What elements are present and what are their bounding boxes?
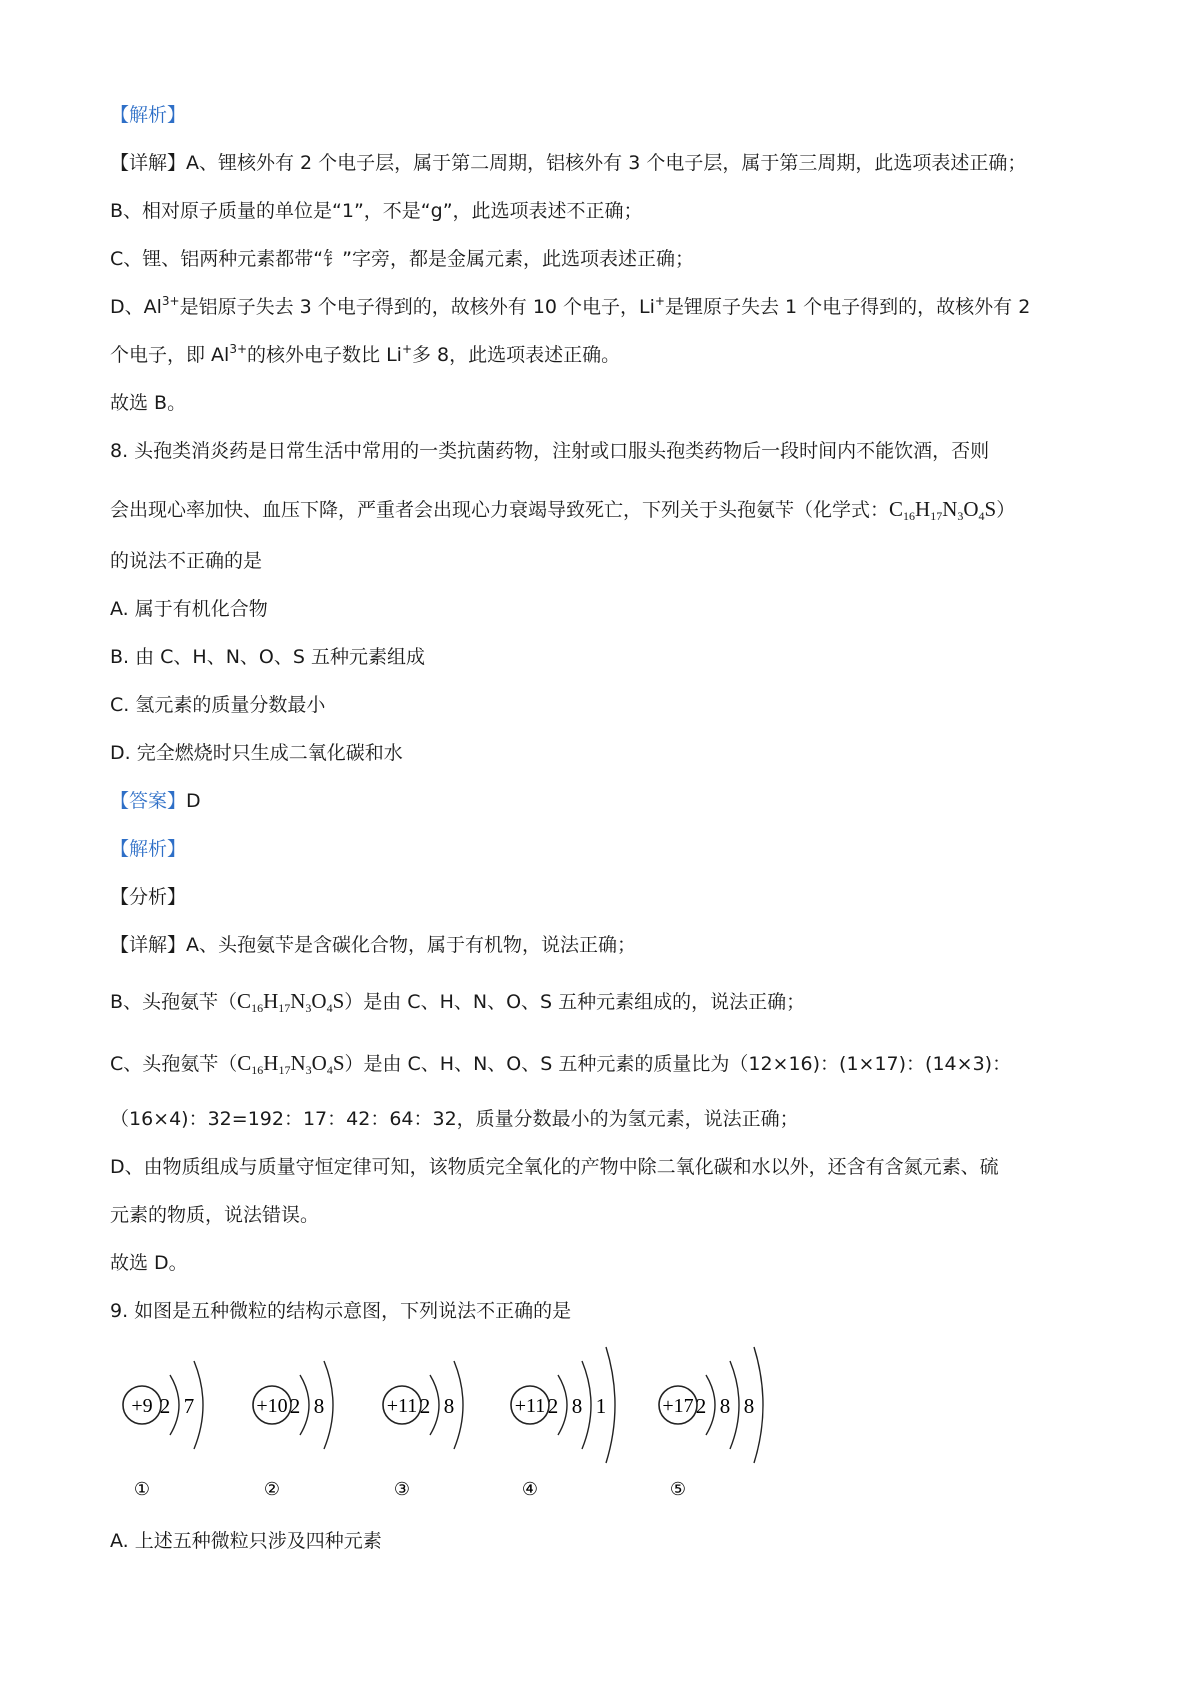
q8-option-b: B. 由 C、H、N、O、S 五种元素组成: [110, 646, 425, 668]
nucleus-charge: +11: [386, 1395, 418, 1417]
electron-shell-arc: [730, 1361, 739, 1449]
particle-label: ③: [393, 1479, 411, 1500]
d2-pre: 个电子，即 Al: [110, 344, 230, 366]
d1-sup2: +: [654, 294, 665, 308]
electron-shell-arc: [430, 1375, 439, 1435]
electron-shell-arc: [454, 1361, 463, 1449]
answer-value: D: [186, 790, 201, 812]
nucleus-charge: +9: [131, 1395, 153, 1417]
electron-shell-arc: [706, 1375, 715, 1435]
particle-label: ②: [263, 1479, 281, 1500]
atomic-structure-diagrams: [110, 1335, 810, 1510]
particle-4: [511, 1347, 615, 1500]
d1-pre: D、Al: [110, 296, 162, 318]
d2-sup1: 3+: [229, 342, 248, 356]
detail-line-d1: [110, 294, 1110, 320]
q8-detail-d1: D、由物质组成与质量守恒定律可知，该物质完全氧化的产物中除二氧化碳和水以外，还含有含氮元素、硫: [110, 1156, 999, 1178]
electron-count: 2: [159, 1394, 171, 1418]
q8-option-d: D. 完全燃烧时只生成二氧化碳和水: [110, 742, 403, 764]
electron-shell-arc: [194, 1361, 203, 1449]
q8-option-a: A. 属于有机化合物: [110, 598, 268, 620]
electron-shell-arc: [606, 1347, 615, 1463]
answer-label: 【答案】: [110, 790, 187, 812]
q8-detail-c: [110, 1050, 1110, 1077]
electron-count: 8: [719, 1394, 731, 1418]
electron-count: 2: [547, 1394, 559, 1418]
particle-label: ④: [521, 1479, 539, 1500]
d2-post: 多 8，此选项表述正确。: [412, 344, 621, 366]
particle-label: ⑤: [669, 1479, 687, 1500]
nucleus-charge: +10: [256, 1395, 288, 1417]
d1-mid: 是铝原子失去 3 个电子得到的，故核外有 10 个电子，Li: [179, 296, 655, 318]
q8-stem-line3: 的说法不正确的是: [110, 550, 263, 572]
detail-c-formula: $C_{16}H_{17}N_3O_4S$: [237, 1051, 345, 1077]
nucleus-charge: +11: [514, 1395, 546, 1417]
q8-stem2-post: ）: [996, 499, 1016, 521]
detail-line-d2: [110, 342, 1110, 368]
q9-option-a: A. 上述五种微粒只涉及四种元素: [110, 1530, 382, 1552]
q8-conclusion: 故选 D。: [110, 1252, 188, 1274]
electron-count: 8: [743, 1394, 755, 1418]
q8-stem-line2: [110, 496, 1110, 523]
q8-answer-line: [110, 788, 1110, 814]
electron-shell-arc: [582, 1361, 591, 1449]
q8-detail-b: [110, 988, 1110, 1015]
electron-count: 7: [183, 1394, 195, 1418]
detail-b-formula: $C_{16}H_{17}N_3O_4S$: [237, 989, 345, 1015]
detail-line-c: C、锂、铝两种元素都带“钅”字旁，都是金属元素，此选项表述正确；: [110, 248, 694, 270]
q8-fenxi-label: 【分析】: [110, 886, 187, 908]
electron-count: 8: [443, 1394, 455, 1418]
detail-line-a: [110, 150, 1110, 176]
electron-shell-arc: [324, 1361, 333, 1449]
detail-label: 【详解】: [110, 152, 187, 174]
electron-count: 2: [419, 1394, 431, 1418]
detail-c-post: ）是由 C、H、N、O、S 五种元素的质量比为（12×16)：(1×17)：(14×3)：: [344, 1053, 1012, 1075]
electron-shell-arc: [754, 1347, 763, 1463]
electron-count: 1: [595, 1394, 607, 1418]
nucleus-charge: +17: [662, 1395, 694, 1417]
conclusion-b: 故选 B。: [110, 392, 187, 414]
q8-detail-d2: 元素的物质，说法错误。: [110, 1204, 320, 1226]
detail-b-post: ）是由 C、H、N、O、S 五种元素组成的，说法正确；: [344, 991, 806, 1013]
electron-shell-arc: [558, 1375, 567, 1435]
particle-1: [123, 1361, 203, 1500]
particle-5: [659, 1347, 763, 1500]
d2-sup2: +: [401, 342, 412, 356]
q8-stem2-pre: 会出现心率加快、血压下降，严重者会出现心力衰竭导致死亡，下列关于头孢氨苄（化学式：: [110, 499, 890, 521]
detail-c-pre: C、头孢氨苄（: [110, 1053, 238, 1075]
electron-shell-arc: [300, 1375, 309, 1435]
electron-count: 8: [313, 1394, 325, 1418]
q8-option-c: C. 氢元素的质量分数最小: [110, 694, 326, 716]
analysis-label: 【解析】: [110, 104, 187, 126]
q9-stem: 9. 如图是五种微粒的结构示意图，下列说法不正确的是: [110, 1300, 572, 1322]
particle-2: [253, 1361, 333, 1500]
electron-count: 8: [571, 1394, 583, 1418]
particle-label: ①: [133, 1479, 151, 1500]
d1-post: 是锂原子失去 1 个电子得到的，故核外有 2: [664, 296, 1031, 318]
d2-mid: 的核外电子数比 Li: [247, 344, 402, 366]
q8-analysis-label: 【解析】: [110, 838, 187, 860]
electron-count: 2: [289, 1394, 301, 1418]
electron-count: 2: [695, 1394, 707, 1418]
q8-formula: $C_{16}H_{17}N_3O_4S$: [889, 497, 997, 523]
detail-b-pre: B、头孢氨苄（: [110, 991, 238, 1013]
q8-detail-c2: （16×4)：32=192：17：42：64：32，质量分数最小的为氢元素，说法正确；: [110, 1108, 799, 1130]
particle-3: [383, 1361, 463, 1500]
d1-sup1: 3+: [161, 294, 180, 308]
detail-line-b: B、相对原子质量的单位是“1”，不是“g”，此选项表述不正确；: [110, 200, 643, 222]
q8-stem-line1: 8. 头孢类消炎药是日常生活中常用的一类抗菌药物，注射或口服头孢类药物后一段时间内不能饮酒，否则: [110, 440, 990, 462]
q8-detail-a: 【详解】A、头孢氨苄是含碳化合物，属于有机物，说法正确；: [110, 934, 636, 956]
detail-a-text: A、锂核外有 2 个电子层，属于第二周期，铝核外有 3 个电子层，属于第三周期，此选项表述正确；: [186, 152, 1027, 174]
electron-shell-arc: [170, 1375, 179, 1435]
